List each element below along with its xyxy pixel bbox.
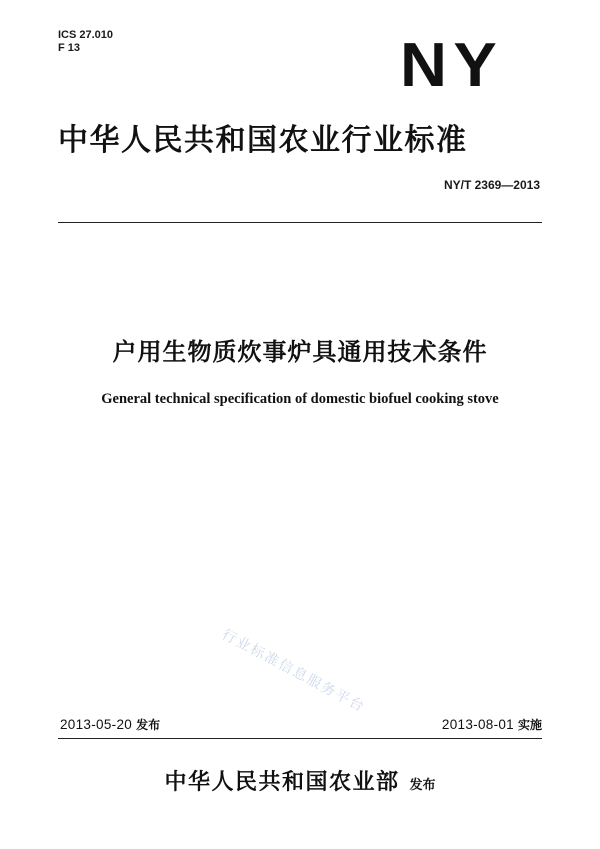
standard-number: NY/T 2369—2013 — [443, 178, 540, 192]
issue-date: 2013-05-20 — [60, 717, 133, 732]
ccs-code: F 13 — [58, 42, 81, 54]
issuer-organization-title: 中华人民共和国农业行业标准 — [58, 123, 468, 158]
issue-label: 发布 — [136, 718, 161, 732]
issue-date-row — [60, 716, 160, 733]
ny-logo: NY — [400, 31, 504, 100]
ics-code: ICS 27.010 — [58, 29, 114, 41]
watermark: 行业标准信息服务平台 — [219, 626, 368, 716]
publisher-label: 发布 — [409, 778, 436, 793]
document-title-chinese: 户用生物质炊事炉具通用技术条件 — [112, 338, 488, 366]
document-title-english: General technical specification of domestic biofuel cooking stove — [101, 391, 499, 407]
implementation-date-row — [442, 716, 542, 733]
implementation-label: 实施 — [517, 718, 542, 732]
publisher-row — [0, 765, 600, 796]
top-divider — [58, 222, 542, 223]
publisher-name: 中华人民共和国农业部 — [164, 770, 400, 795]
bottom-divider — [58, 738, 542, 739]
implementation-date: 2013-08-01 — [441, 717, 514, 732]
